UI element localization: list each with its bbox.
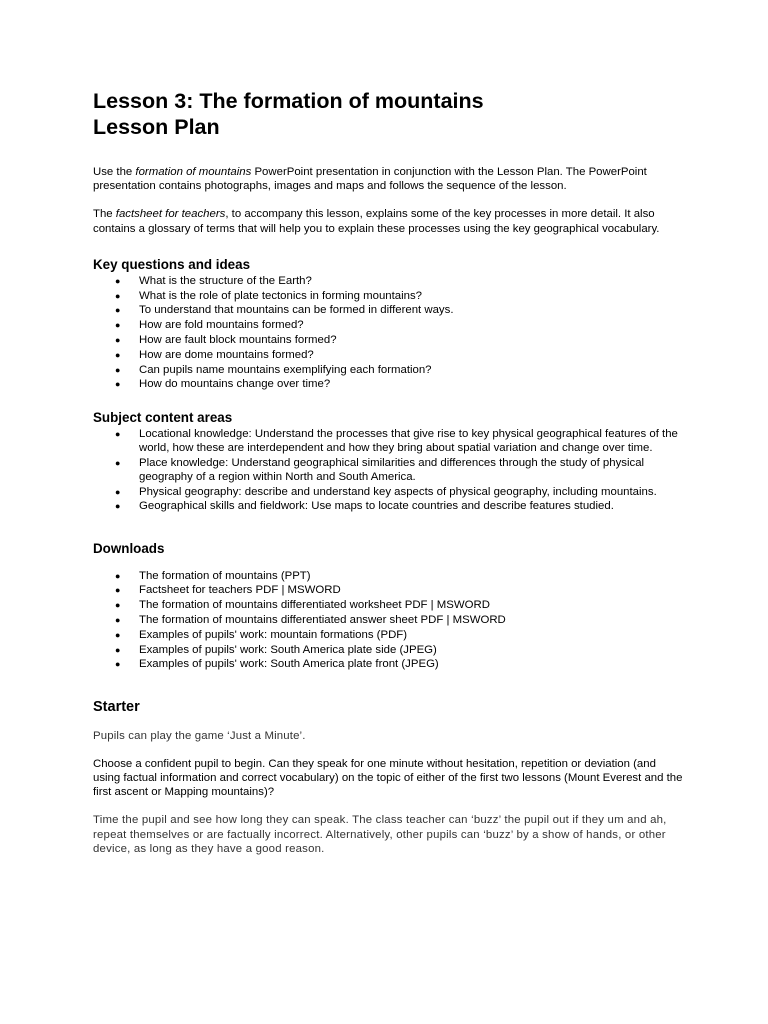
download-link-text[interactable]: Factsheet for teachers PDF | MSWORD: [139, 584, 341, 597]
bullet-icon: ●: [115, 305, 121, 316]
document-page: [93, 88, 683, 856]
title-line-2: Lesson Plan: [93, 115, 220, 139]
key-question-text: Can pupils name mountains exemplifying each formation?: [139, 363, 432, 376]
bullet-icon: ●: [115, 501, 121, 512]
bullet-icon: ●: [115, 457, 121, 468]
download-item[interactable]: [93, 583, 683, 597]
download-item[interactable]: [93, 569, 683, 583]
intro-emphasis-1: formation of mountains: [135, 166, 252, 178]
title-line-1: Lesson 3: The formation of mountains: [93, 89, 484, 113]
bullet-icon: ●: [115, 364, 121, 375]
bullet-icon: ●: [115, 486, 121, 497]
key-question-text: How do mountains change over time?: [139, 378, 331, 391]
download-link-text[interactable]: The formation of mountains differentiated answer sheet PDF | MSWORD: [139, 613, 506, 626]
download-item[interactable]: [93, 657, 683, 671]
subject-content-label: Place knowledge:: [139, 456, 229, 469]
starter-heading: Starter: [93, 698, 140, 715]
bullet-icon: ●: [115, 629, 121, 640]
bullet-icon: ●: [115, 290, 121, 301]
download-item[interactable]: [93, 628, 683, 642]
starter-paragraph-3: Time the pupil and see how long they can speak. The class teacher can ‘buzz’ the pupil out if they um and ah, repeat themselves or are factually incorrect. Alternatively, other pupils can ‘buzz’ by a show of hands, or other device, as long as they have a good reason.: [93, 814, 667, 855]
subject-content-item: [93, 427, 683, 455]
key-question-item: [93, 289, 683, 303]
key-question-item: [93, 363, 683, 377]
key-question-text: How are dome mountains formed?: [139, 348, 314, 361]
key-question-item: [93, 348, 683, 362]
subject-content-item: [93, 485, 683, 499]
key-question-text: How are fault block mountains formed?: [139, 334, 337, 346]
intro-paragraph-2: The factsheet for teachers, to accompany this lesson, explains some of the key processes in more detail. It also contains a glossary of terms that will help you to explain these processes using the key geographical vocabulary.: [93, 208, 660, 235]
download-link-text[interactable]: Examples of pupils' work: South America plate side (JPEG): [139, 643, 437, 656]
bullet-icon: ●: [115, 614, 121, 625]
starter-paragraph-2: Choose a confident pupil to begin. Can they speak for one minute without hesitation, repetition or deviation (and using factual information and correct vocabulary) on the topic of either of the first two lessons (Mount Everest and the first ascent or Mapping mountains)?: [93, 757, 683, 799]
downloads-list: [93, 569, 683, 672]
key-questions-list: [93, 274, 683, 392]
bullet-icon: ●: [115, 644, 121, 655]
download-link-text[interactable]: Examples of pupils' work: South America plate front (JPEG): [139, 658, 439, 671]
key-question-item: [93, 318, 683, 332]
download-item[interactable]: [93, 643, 683, 657]
page-title: [93, 88, 683, 140]
key-question-item: [93, 377, 683, 391]
bullet-icon: ●: [115, 585, 121, 596]
intro-emphasis-2: factsheet for teachers: [115, 208, 226, 221]
key-question-item: [93, 303, 683, 317]
key-question-item: [93, 333, 683, 347]
subject-content-item: [93, 499, 683, 513]
starter-paragraph-1: Pupils can play the game ‘Just a Minute’.: [93, 729, 306, 742]
subject-content-text: describe and understand key aspects of physical geography, including mountains.: [241, 485, 657, 498]
subject-content-list: [93, 427, 683, 514]
key-questions-heading: Key questions and ideas: [93, 256, 251, 272]
bullet-icon: ●: [115, 379, 121, 390]
downloads-heading: Downloads: [93, 540, 165, 556]
key-question-item: [93, 274, 683, 288]
subject-content-label: Physical geography:: [139, 485, 242, 498]
subject-content-label: Geographical skills and fieldwork:: [139, 500, 309, 513]
download-item[interactable]: [93, 613, 683, 627]
key-question-text: What is the structure of the Earth?: [139, 274, 312, 287]
bullet-icon: ●: [115, 570, 121, 581]
subject-content-item: [93, 456, 683, 484]
intro-paragraph-1: Use the formation of mountains PowerPoint presentation in conjunction with the Lesson Plan. The PowerPoint presentation contains photographs, images and maps and follows the sequence of the lesson.: [93, 166, 647, 193]
bullet-icon: ●: [115, 428, 121, 439]
subject-content-label: Locational knowledge:: [139, 427, 252, 440]
bullet-icon: ●: [115, 275, 121, 286]
subject-content-heading: Subject content areas: [93, 409, 233, 425]
download-link-text[interactable]: Examples of pupils' work: mountain formations (PDF): [139, 628, 408, 641]
key-question-text: What is the role of plate tectonics in forming mountains?: [139, 289, 423, 302]
bullet-icon: ●: [115, 349, 121, 360]
bullet-icon: ●: [115, 659, 121, 670]
key-question-text: To understand that mountains can be formed in different ways.: [139, 304, 454, 317]
subject-content-text: Understand the processes that give rise to key physical geographical features of the world, how these are interdependent and how they bring about spatial variation and change over time.: [139, 427, 678, 454]
bullet-icon: ●: [115, 600, 121, 611]
download-item[interactable]: [93, 598, 683, 612]
subject-content-text: Understand geographical similarities and differences through the study of physical geography of a region within North and South America.: [139, 456, 645, 483]
key-question-text: How are fold mountains formed?: [139, 319, 304, 332]
subject-content-text: Use maps to locate countries and describe features studied.: [308, 500, 614, 513]
download-link-text[interactable]: The formation of mountains differentiated worksheet PDF | MSWORD: [139, 599, 490, 612]
bullet-icon: ●: [115, 320, 121, 331]
download-link-text[interactable]: The formation of mountains (PPT): [139, 569, 311, 582]
bullet-icon: ●: [115, 335, 121, 345]
